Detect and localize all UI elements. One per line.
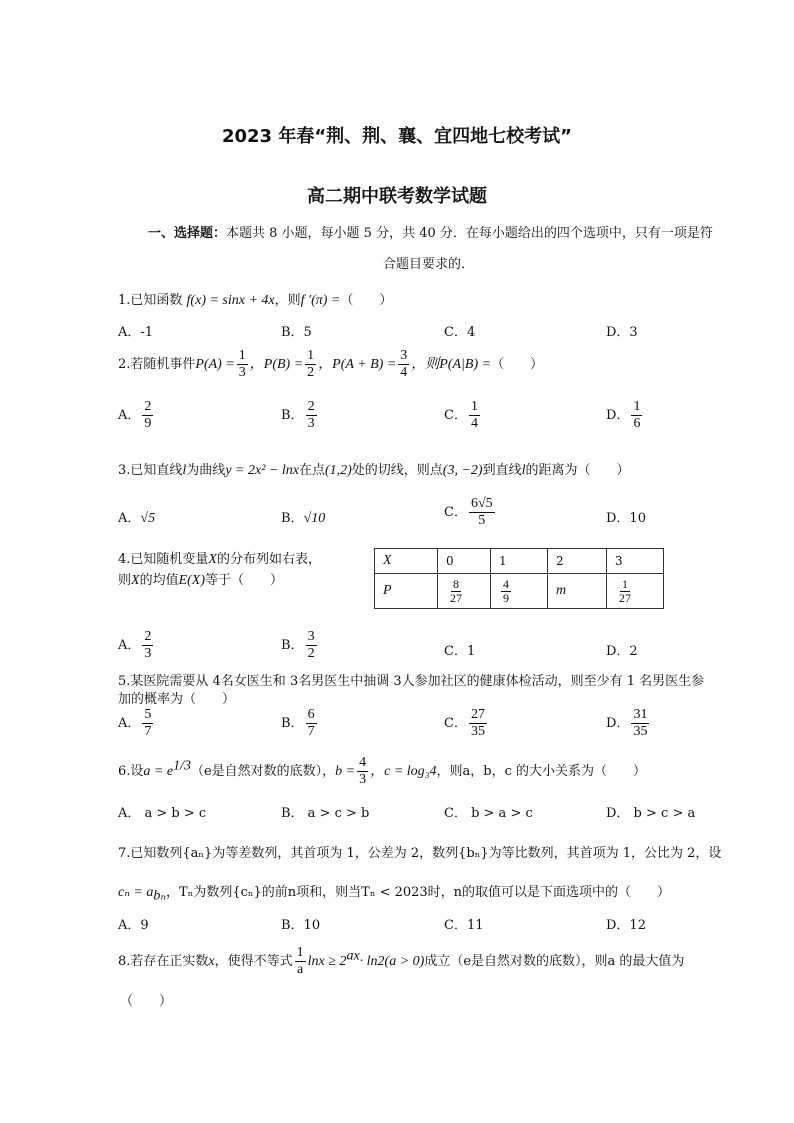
question-6 (118, 755, 646, 788)
q2-opt-c-den: 4 (470, 416, 478, 431)
q2-opt-a-frac (142, 399, 153, 432)
q6-b-frac (357, 755, 368, 788)
q6-tail: ，则a，b，c 的大小关系为 (436, 764, 595, 779)
q3-l2: l (521, 463, 526, 478)
q2-pab-frac (398, 348, 409, 381)
question-7-line2 (118, 881, 670, 905)
q8-mid: ，使得不等式 (214, 954, 293, 969)
q2-opt-b-label: B． (281, 408, 304, 423)
q3-opt-c-den: 5 (478, 513, 486, 528)
q3-opt-a-label: A． (118, 511, 141, 526)
q8-ineq: lnx ≥ 2 (307, 954, 347, 969)
q3-curve: y = 2x² − lnx (225, 463, 299, 478)
q2-pb-num: 1 (307, 348, 315, 363)
q4-option-b (281, 629, 319, 662)
q4-opt-b-label: B． (281, 638, 304, 653)
q3-text5: 到直线 (482, 463, 522, 478)
q3-opt-c-label: C． (444, 505, 467, 520)
q6-c-eq: ，c = log₃4 (370, 764, 437, 779)
q3-pt1: (1,2) (324, 463, 352, 478)
q4-p1-den: 9 (503, 590, 509, 605)
q5-opt-d-num: 31 (633, 707, 648, 722)
q2-opt-a-num: 2 (144, 399, 152, 414)
table-cell: P (375, 574, 438, 609)
q2-option-d (606, 399, 644, 432)
question-4-line2 (118, 569, 283, 589)
q2-pa-frac (237, 348, 248, 381)
q3-opt-b-label: B． (281, 511, 304, 526)
q4-opt-a-den: 3 (144, 646, 152, 661)
table-cell: 3 (607, 549, 664, 574)
q4-p1-num: 4 (503, 576, 509, 591)
q2-opt-a-den: 9 (144, 416, 152, 431)
exam-subtitle: 高二期中联考数学试题 (307, 186, 487, 207)
q5-option-c (444, 707, 489, 740)
q5-opt-b-label: B． (281, 716, 304, 731)
q3-option-d: D．10 (606, 511, 646, 526)
q2-ask: ，则P(A|B) = (411, 357, 492, 372)
q1-option-d: D．3 (606, 325, 638, 340)
q2-opt-d-frac (631, 399, 642, 432)
q2-pb-den: 2 (307, 365, 315, 380)
question-7-line1: 7.已知数列{aₙ}为等差数列，其首项为 1，公差为 2，数列{bₙ}为等比数列，其首项为 1，公比为 2，设 (118, 846, 722, 861)
q1-mid: ，则 (274, 293, 301, 308)
q5-opt-d-den: 35 (633, 724, 648, 739)
q5-opt-b-num: 6 (307, 707, 315, 722)
q4-p1-frac (501, 578, 511, 605)
q4-opt-a-label: A． (118, 638, 141, 653)
q6-option-d: D． b > c > a (606, 806, 696, 821)
q4-option-c: C．1 (444, 644, 476, 659)
q2-pa: P(A) = (195, 357, 235, 372)
question-1 (118, 289, 392, 309)
q4-p0-frac (448, 578, 464, 605)
question-4-line1 (118, 548, 321, 568)
q5-option-a (118, 707, 155, 740)
q4-line1b: 的分布列如右表， (216, 552, 321, 567)
q3-option-c (444, 496, 497, 529)
q3-option-b (281, 507, 325, 527)
section-instructions (148, 222, 713, 241)
q5-opt-c-label: C． (444, 716, 467, 731)
q3-text1: 3.已知直线 (118, 463, 183, 478)
table-row (375, 549, 664, 574)
q8-frac-num: 1 (296, 945, 304, 960)
q5-opt-c-num: 27 (470, 707, 485, 722)
q3-l: l (182, 463, 187, 478)
q2-pab-num: 3 (400, 348, 408, 363)
q4-line2a: 则 (118, 573, 132, 588)
q2-opt-c-num: 1 (470, 399, 478, 414)
q4-opt-b-num: 3 (307, 629, 315, 644)
q7-option-b: B．10 (281, 918, 321, 933)
q4-line2c: 等于 (205, 573, 232, 588)
q8-paren: （ ） (120, 994, 173, 1009)
q8-frac (295, 945, 306, 978)
q8-frac-den: a (297, 962, 304, 977)
q8-exp: ax (346, 948, 360, 964)
question-8 (118, 945, 684, 978)
q3-pt2: (3, −2) (442, 463, 483, 478)
q2-pa-den: 3 (238, 365, 246, 380)
q5-opt-c-den: 35 (470, 724, 485, 739)
q6-b-den: 3 (359, 772, 367, 787)
q2-opt-a-label: A． (118, 408, 141, 423)
q6-option-b: B． a > c > b (281, 806, 370, 821)
q6-prefix: 6.设 (118, 764, 144, 779)
table-cell: X (375, 549, 438, 574)
q8-ineq2: · ln2(a > 0) (359, 954, 425, 969)
q7-option-c: C．11 (444, 918, 484, 933)
q2-opt-d-den: 6 (633, 416, 641, 431)
question-5-line1: 5.某医院需要从 4名女医生和 3名男医生中抽调 3人参加社区的健康体检活动，则至少有 1 名男医生参 (118, 674, 705, 689)
q4-X: X (208, 552, 217, 567)
q3-paren: （ ） (577, 463, 630, 478)
q5-opt-b-den: 7 (307, 724, 315, 739)
q1-option-c: C．4 (444, 325, 476, 340)
q4-p3-den: 27 (619, 590, 631, 605)
q4-p3-frac (617, 578, 633, 605)
q3-option-a (118, 507, 155, 527)
q2-opt-b-frac (306, 399, 317, 432)
q4-line1: 4.已知随机变量 (118, 552, 209, 567)
q7-cn: cₙ = a (118, 885, 154, 900)
q1-prefix: 1.已知函数 (118, 293, 183, 308)
q5-opt-c-frac (469, 707, 487, 740)
q4-option-a (118, 629, 155, 662)
q4-p3-num: 1 (622, 576, 628, 591)
q3-opt-c-frac (469, 496, 495, 529)
q4-p0-num: 8 (453, 576, 459, 591)
q3-opt-c-num: 6√5 (470, 496, 493, 511)
table-cell: 1 (491, 549, 548, 574)
q6-paren: （ ） (594, 764, 647, 779)
q2-opt-d-label: D． (606, 408, 630, 423)
q8-x: x (208, 954, 215, 969)
q6-option-c: C． b > a > c (444, 806, 533, 821)
q8-prefix: 8.若存在正实数 (118, 954, 209, 969)
q2-pab: ，P(A + B) = (318, 357, 397, 372)
q1-option-a: A．-1 (118, 325, 154, 340)
q6-a-exp: 1/3 (173, 758, 191, 774)
q4-paren: （ ） (231, 573, 284, 588)
q7-option-a: A．9 (118, 918, 149, 933)
q2-opt-b-num: 2 (307, 399, 315, 414)
q4-EX: E(X) (178, 573, 206, 588)
q2-opt-b-den: 3 (307, 416, 315, 431)
q6-b-num: 4 (359, 755, 367, 770)
table-cell (607, 574, 664, 609)
q6-a-eq: a = e (143, 764, 174, 779)
q2-option-a (118, 399, 155, 432)
q5-option-d (606, 707, 651, 740)
q4-option-d: D．2 (606, 644, 638, 659)
q1-option-b: B．5 (281, 325, 312, 340)
q2-pab-den: 4 (400, 365, 408, 380)
question-2 (118, 348, 543, 381)
q7-rest: ，Tₙ为数列{cₙ}的前n项和，则当Tₙ < 2023时，n的取值可以是下面选项中的（ ） (166, 885, 671, 900)
q2-opt-d-num: 1 (633, 399, 641, 414)
q5-opt-d-label: D． (606, 716, 630, 731)
table-cell (491, 574, 548, 609)
q4-X2: X (131, 573, 140, 588)
q4-opt-a-num: 2 (144, 629, 152, 644)
q6-b-eq: b = (335, 764, 356, 779)
q3-opt-b-value: √10 (303, 511, 326, 526)
table-cell: 2 (548, 549, 607, 574)
q6-e-note: （e是自然对数的底数）， (190, 764, 336, 779)
question-5-line2: 加的概率为（ ） (118, 692, 236, 707)
q1-function: f(x) = sinx + 4x (186, 293, 275, 308)
q4-opt-a-frac (142, 629, 153, 662)
q2-opt-c-label: C． (444, 408, 467, 423)
section-desc-line2: 合题目要求的． (383, 257, 475, 272)
q5-option-b (281, 707, 319, 740)
q1-ask: f ′(π) = (300, 293, 341, 308)
q2-pb: ，P(B) = (249, 357, 304, 372)
q8-tail: 成立（e是自然对数的底数），则a 的最大值为 (424, 954, 685, 969)
q4-opt-b-den: 2 (307, 646, 315, 661)
q2-pb-frac (305, 348, 316, 381)
q2-prefix: 2.若随机事件 (118, 357, 196, 372)
q4-line2b: 的均值 (139, 573, 179, 588)
q1-paren: （ ） (340, 293, 393, 308)
table-row (375, 574, 664, 609)
q6-option-a: A． a > b > c (118, 806, 207, 821)
table-cell: m (548, 574, 607, 609)
q7-cn-sub: bₙ (153, 888, 167, 904)
q4-opt-b-frac (306, 629, 317, 662)
q5-opt-a-num: 5 (144, 707, 152, 722)
q3-opt-a-value: √5 (140, 511, 156, 526)
q3-text6: 的距离为 (525, 463, 578, 478)
q2-option-b (281, 399, 319, 432)
section-desc-line1: 本题共 8 小题，每小题 5 分，共 40 分．在每小题给出的四个选项中，只有一项是符 (226, 226, 713, 241)
distribution-table (374, 548, 664, 609)
q2-opt-c-frac (469, 399, 480, 432)
table-cell (438, 574, 491, 609)
q5-opt-a-den: 7 (144, 724, 152, 739)
section-label: 一、选择题： (148, 226, 227, 241)
q2-option-c (444, 399, 482, 432)
q3-text4: 处的切线，则点 (351, 463, 443, 478)
q5-opt-a-label: A． (118, 716, 141, 731)
q2-paren: （ ） (491, 357, 544, 372)
q3-text2: 为曲线 (186, 463, 226, 478)
table-cell: 0 (438, 549, 491, 574)
q5-opt-a-frac (142, 707, 153, 740)
q4-p0-den: 27 (450, 590, 462, 605)
question-3 (118, 459, 630, 479)
q2-pa-num: 1 (238, 348, 246, 363)
q3-text3: 在点 (298, 463, 325, 478)
q7-option-d: D．12 (606, 918, 646, 933)
exam-title: 2023 年春“荆、荆、襄、宜四地七校考试” (221, 126, 573, 147)
q5-opt-d-frac (631, 707, 649, 740)
q5-opt-b-frac (306, 707, 317, 740)
